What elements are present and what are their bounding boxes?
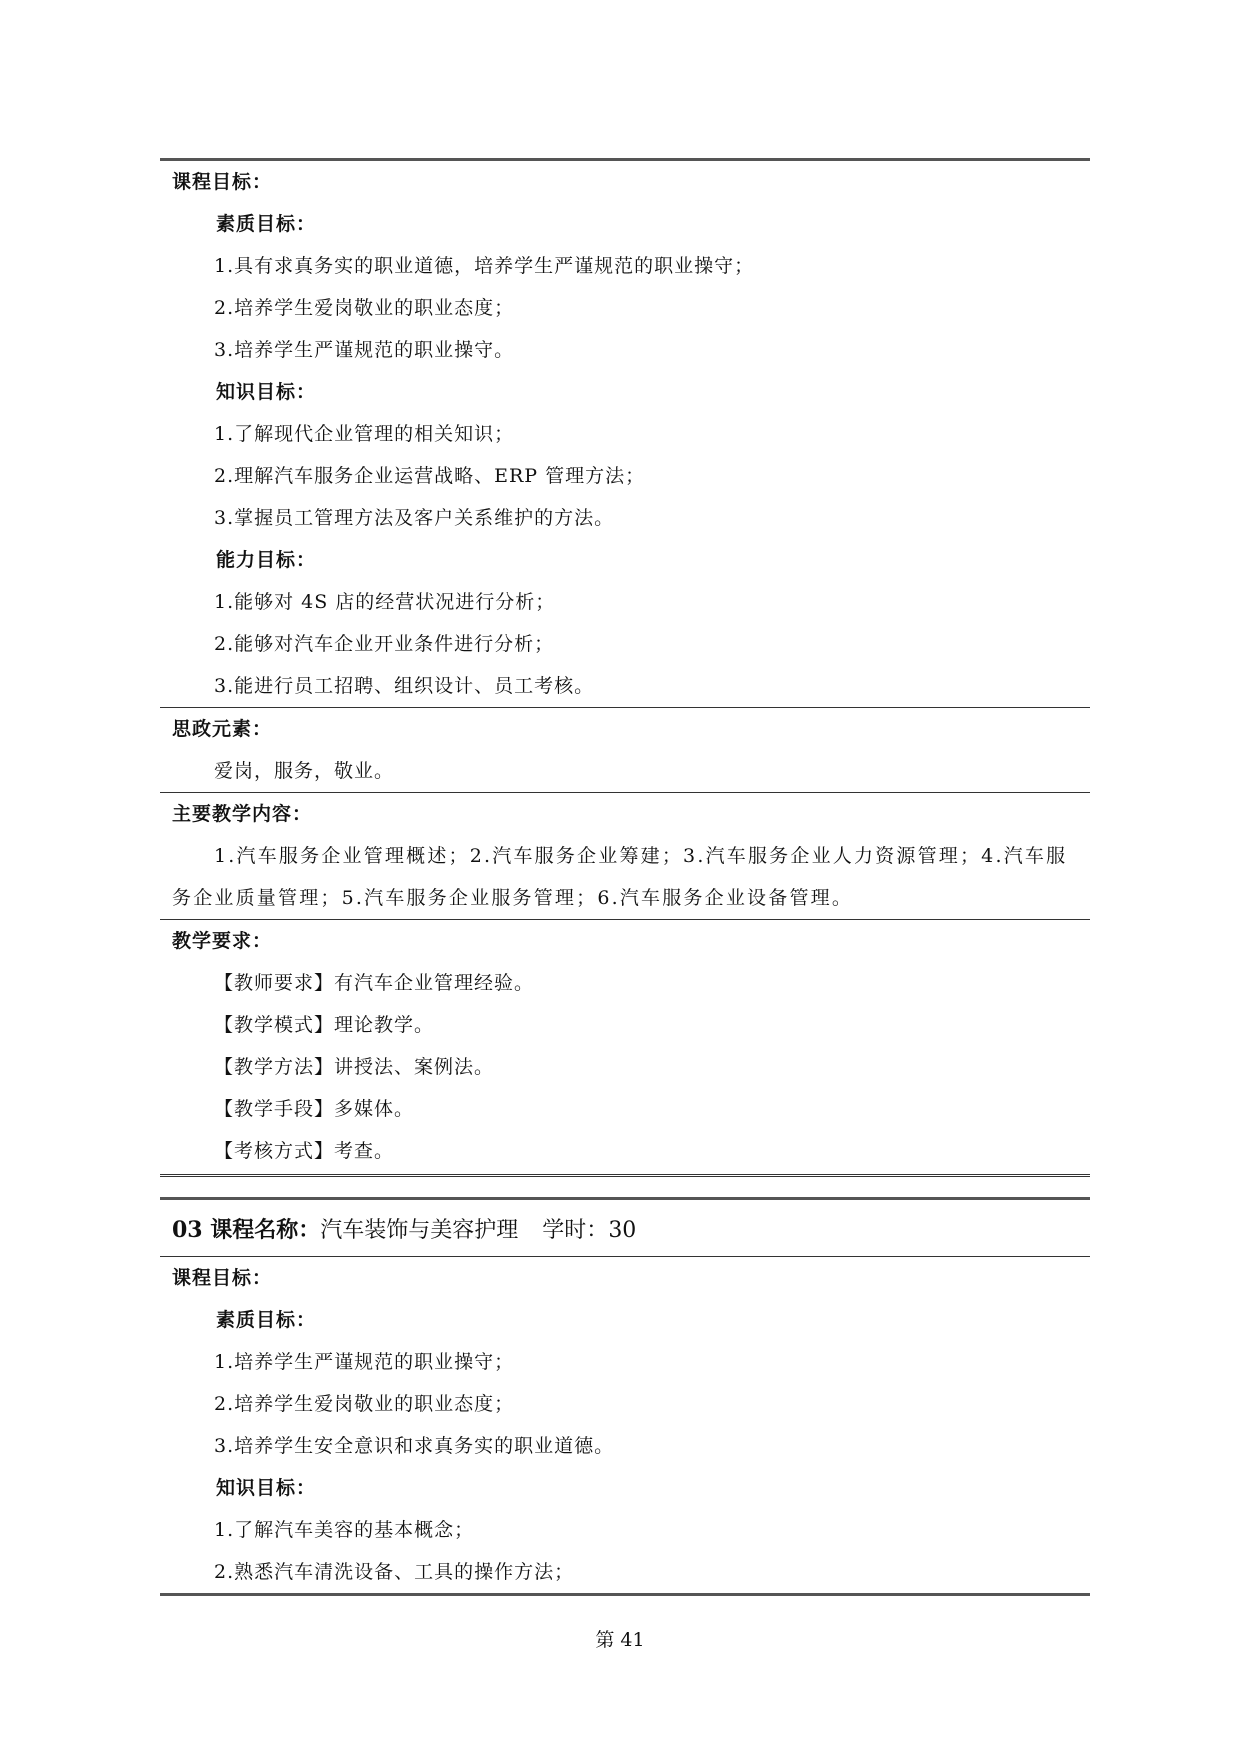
- course-name: 汽车装饰与美容护理: [320, 1218, 519, 1243]
- list-item: 【教师要求】有汽车企业管理经验。: [214, 972, 535, 994]
- course-label: 03 课程名称：: [172, 1217, 321, 1243]
- content-heading: 主要教学内容：: [172, 803, 313, 825]
- ideology-heading: 思政元素：: [172, 718, 273, 740]
- knowledge-heading: 知识目标：: [216, 1477, 317, 1499]
- list-item: 1.了解汽车美容的基本概念；: [214, 1519, 475, 1541]
- page-number: 第 41: [595, 1629, 645, 1651]
- list-item: 3.培养学生安全意识和求真务实的职业道德。: [214, 1435, 615, 1457]
- course-table-previous: [160, 158, 1090, 1177]
- list-item: 2.理解汽车服务企业运营战略、ERP 管理方法；: [214, 465, 646, 487]
- list-item: 3.培养学生严谨规范的职业操守。: [214, 339, 515, 361]
- goals-heading: 课程目标：: [172, 171, 273, 193]
- quality-heading: 素质目标：: [216, 1309, 317, 1331]
- list-item: 2.培养学生爱岗敬业的职业态度；: [214, 1393, 515, 1415]
- knowledge-heading: 知识目标：: [216, 381, 317, 403]
- ideology-text: 爱岗，服务，敬业。: [214, 760, 395, 782]
- list-item: 2.能够对汽车企业开业条件进行分析；: [214, 633, 555, 655]
- list-item: 【考核方式】考查。: [214, 1140, 395, 1162]
- list-item: 【教学方法】讲授法、案例法。: [214, 1056, 495, 1078]
- list-item: 1.能够对 4S 店的经营状况进行分析；: [214, 591, 556, 613]
- list-item: 1.了解现代企业管理的相关知识；: [214, 423, 515, 445]
- content-text: 1.汽车服务企业管理概述；2.汽车服务企业筹建；3.汽车服务企业人力资源管理；4.汽车服务企业质量管理；5.汽车服务企业服务管理；6.汽车服务企业设备管理。: [172, 845, 1068, 909]
- hours-value: 30: [608, 1218, 637, 1243]
- ideology-row: [160, 708, 1090, 793]
- list-item: 2.培养学生爱岗敬业的职业态度；: [214, 297, 515, 319]
- list-item: 3.能进行员工招聘、组织设计、员工考核。: [214, 675, 595, 697]
- quality-heading: 素质目标：: [216, 213, 317, 235]
- list-item: 1.具有求真务实的职业道德，培养学生严谨规范的职业操守；: [214, 255, 755, 277]
- list-item: 【教学模式】理论教学。: [214, 1014, 435, 1036]
- goals-heading: 课程目标：: [172, 1267, 273, 1289]
- goals-row: [160, 1257, 1090, 1596]
- course-title: [160, 1200, 1090, 1256]
- course-table-03: [160, 1197, 1090, 1596]
- course-title-row: [160, 1200, 1090, 1257]
- list-item: 【教学手段】多媒体。: [214, 1098, 415, 1120]
- content-row: [160, 793, 1090, 920]
- list-item: 1.培养学生严谨规范的职业操守；: [214, 1351, 515, 1373]
- list-item: 2.熟悉汽车清洗设备、工具的操作方法；: [214, 1561, 575, 1583]
- requirements-heading: 教学要求：: [172, 930, 273, 952]
- hours-label: 学时：: [542, 1218, 609, 1243]
- list-item: 3.掌握员工管理方法及客户关系维护的方法。: [214, 507, 615, 529]
- goals-row: [160, 161, 1090, 708]
- requirements-row: [160, 920, 1090, 1177]
- ability-heading: 能力目标：: [216, 549, 317, 571]
